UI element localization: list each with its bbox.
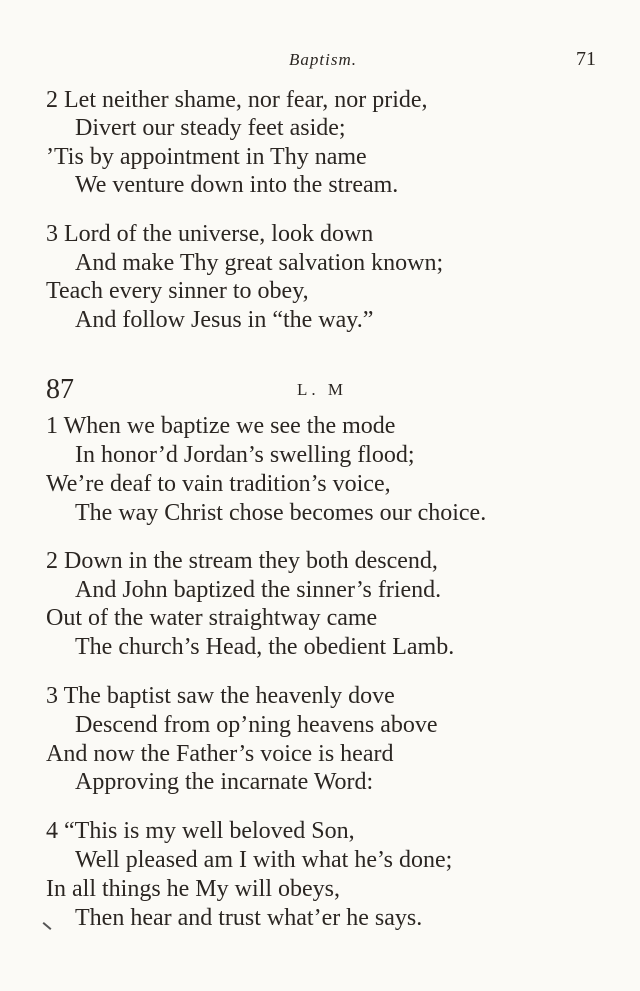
verse-line: 3 Lord of the universe, look down	[46, 221, 374, 247]
verse-line: 4 “This is my well beloved Son,	[46, 818, 355, 844]
verse-line: 2 Let neither shame, nor fear, nor pride,	[46, 87, 428, 113]
running-head	[0, 50, 640, 74]
hymn-header	[0, 374, 640, 408]
verse-line: Divert our steady feet aside;	[75, 115, 346, 141]
verse-line: And now the Father’s voice is heard	[46, 741, 394, 767]
verse-line: Out of the water straightway came	[46, 605, 378, 631]
verse-line: ’Tis by appointment in Thy name	[46, 144, 367, 170]
verse-line: And John baptized the sinner’s friend.	[75, 577, 442, 603]
running-head-title: Baptism.	[289, 50, 357, 69]
verse-line: 1 When we baptize we see the mode	[46, 413, 396, 439]
verse-line: Descend from op’ning heavens above	[75, 712, 438, 738]
verse-line: And make Thy great salvation known;	[75, 250, 444, 276]
hymn-number: 87	[46, 374, 74, 405]
page-number: 71	[576, 48, 596, 70]
verse-line: And follow Jesus in “the way.”	[75, 307, 374, 333]
verse-line: In honor’d Jordan’s swelling flood;	[75, 442, 415, 468]
verse-line: Teach every sinner to obey,	[46, 278, 309, 304]
verse-line: The way Christ chose becomes our choice.	[75, 500, 487, 526]
hymn-meter: L. M	[297, 380, 347, 399]
verse-line: 3 The baptist saw the heavenly dove	[46, 683, 395, 709]
verse-line: In all things he My will obeys,	[46, 876, 340, 902]
verse-line: Well pleased am I with what he’s done;	[75, 847, 453, 873]
verse-line: We venture down into the stream.	[75, 172, 399, 198]
verse-line: Approving the incarnate Word:	[75, 769, 374, 795]
verse-line: 2 Down in the stream they both descend,	[46, 548, 438, 574]
verse-line: We’re deaf to vain tradition’s voice,	[46, 471, 391, 497]
verse-line: The church’s Head, the obedient Lamb.	[75, 634, 455, 660]
verse-line: Then hear and trust what’er he says.	[75, 905, 423, 931]
print-mark	[43, 922, 52, 930]
